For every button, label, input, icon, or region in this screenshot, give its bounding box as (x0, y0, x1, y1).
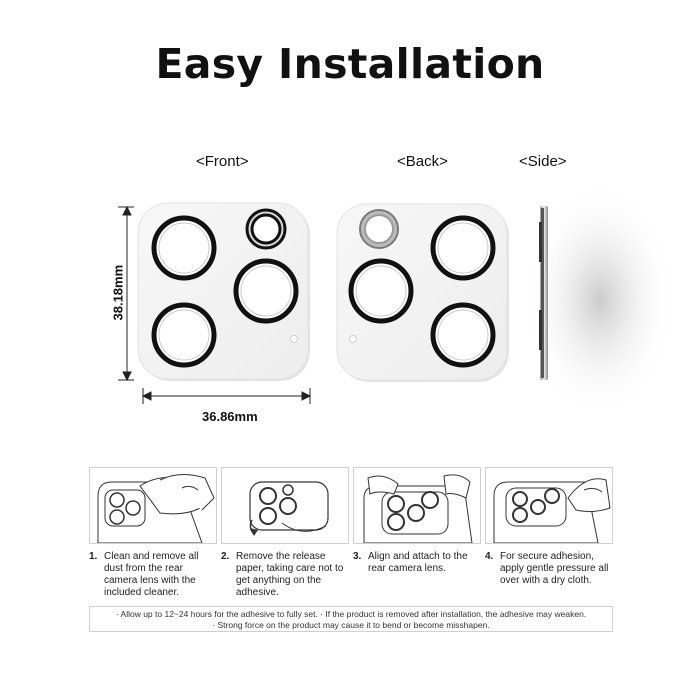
height-measurement: 38.18mm (110, 264, 126, 321)
step-description: Clean and remove all dust from the rear camera lens with the included cleaner. (104, 551, 199, 598)
side-view-label: <Side> (519, 153, 567, 170)
step-2-illustration (221, 467, 349, 544)
side-lens-protector (525, 180, 675, 420)
note-line-1: · Allow up to 12~24 hours for the adhesive to fully set. · If the product is removed after installation, the adhesive may weaken. (115, 609, 587, 619)
back-lens-protector (337, 204, 509, 382)
step-1 (89, 551, 219, 599)
caution-notes (89, 606, 613, 632)
step-description: Remove the release paper, taking care not to get anything on the adhesive. (236, 551, 344, 598)
step-number: 4. (485, 551, 494, 562)
step-1-illustration (89, 467, 217, 544)
step-description: Align and attach to the rear camera lens. (368, 551, 468, 574)
step-3-illustration (353, 467, 481, 544)
front-view-label: <Front> (196, 153, 249, 170)
note-line-2: · Strong force on the product may cause it to bend or become misshapen. (212, 620, 490, 630)
step-number: 2. (221, 551, 230, 562)
back-view-label: <Back> (397, 153, 448, 170)
step-4-illustration (485, 467, 613, 544)
page-title: Easy Installation (155, 40, 545, 88)
step-number: 3. (353, 551, 362, 562)
step-3 (353, 551, 483, 575)
front-lens-protector (138, 203, 310, 381)
width-dimension-line (143, 388, 310, 404)
step-description: For secure adhesion, apply gentle pressure all over with a dry cloth. (500, 551, 609, 586)
width-measurement: 36.86mm (202, 409, 258, 424)
step-number: 1. (89, 551, 98, 562)
step-2 (221, 551, 351, 599)
step-4 (485, 551, 615, 587)
